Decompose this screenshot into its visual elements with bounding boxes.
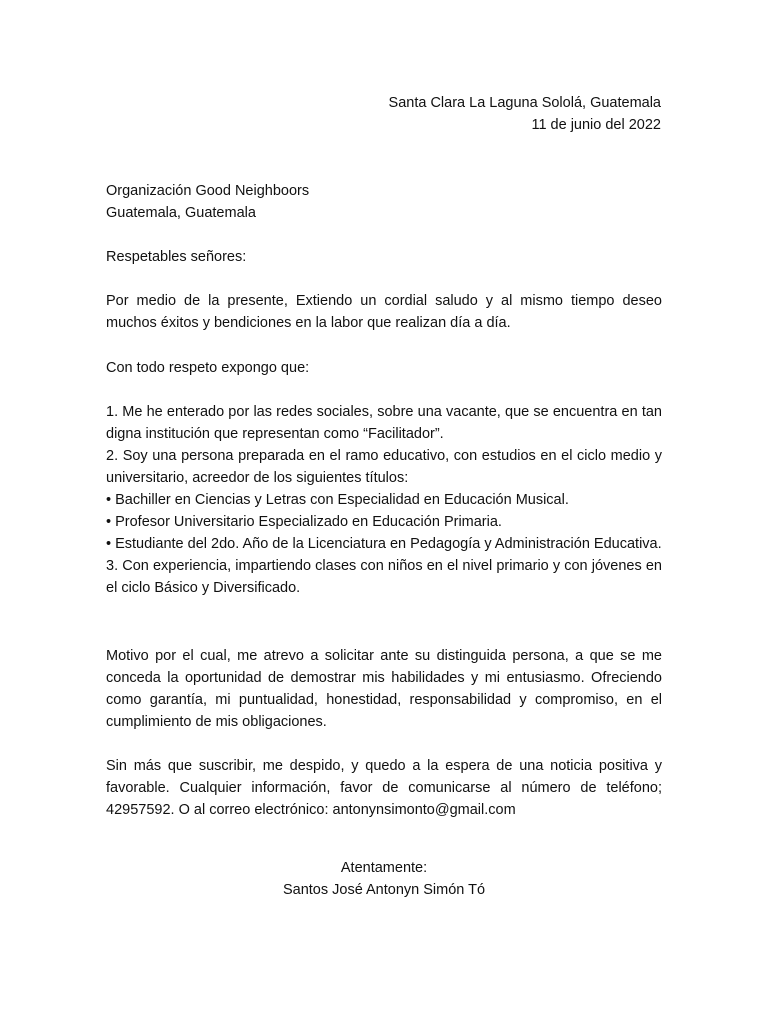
title-item: • Profesor Universitario Especializado en Educación Primaria. bbox=[106, 514, 502, 530]
exposition-lead: Con todo respeto expongo que: bbox=[106, 360, 310, 376]
signer-name: Santos José Antonyn Simón Tó bbox=[282, 882, 486, 898]
intro-paragraph: Por medio de la presente, Extiendo un cordial saludo y al mismo tiempo deseo muchos éxitos y bendiciones en la labor que realizan día a día. bbox=[106, 293, 662, 331]
recipient-location: Guatemala, Guatemala bbox=[106, 205, 256, 221]
request-paragraph: Motivo por el cual, me atrevo a solicitar ante su distinguida persona, a que se me conceda la oportunidad de demostrar mis habilidades y mi entusiasmo. Ofreciendo como garantía, mi puntualidad, honestidad, responsabilidad y compromiso, en el cumplimiento de mis obligaciones. bbox=[106, 648, 662, 730]
recipient-block bbox=[106, 180, 662, 224]
point-1: 1. Me he enterado por las redes sociales, sobre una vacante, que se encuentra en tan digna institución que representan como “Facilitador”. bbox=[106, 404, 662, 442]
closing-block bbox=[0, 857, 768, 901]
point-3: 3. Con experiencia, impartiendo clases con niños en el nivel primario y con jóvenes en el ciclo Básico y Diversificado. bbox=[106, 558, 662, 596]
letter-date: 11 de junio del 2022 bbox=[531, 117, 661, 133]
farewell-paragraph: Sin más que suscribir, me despido, y quedo a la espera de una noticia positiva y favorable. Cualquier información, favor de comunicarse al número de teléfono; 42957592. O al correo electrónico: antonynsimonto@gmail.com bbox=[106, 758, 662, 818]
letter-header-place-date bbox=[389, 92, 661, 136]
point-2: 2. Soy una persona preparada en el ramo educativo, con estudios en el ciclo medio y universitario, acreedor de los siguientes títulos: bbox=[106, 448, 662, 486]
salutation: Respetables señores: bbox=[106, 249, 247, 265]
title-item: • Bachiller en Ciencias y Letras con Especialidad en Educación Musical. bbox=[106, 492, 569, 508]
title-item: • Estudiante del 2do. Año de la Licenciatura en Pedagogía y Administración Educativa. bbox=[106, 536, 662, 552]
exposition-points bbox=[106, 401, 662, 599]
letter-place: Santa Clara La Laguna Sololá, Guatemala bbox=[388, 95, 661, 111]
closing-word: Atentamente: bbox=[340, 860, 428, 876]
recipient-organization: Organización Good Neighboors bbox=[106, 183, 310, 199]
